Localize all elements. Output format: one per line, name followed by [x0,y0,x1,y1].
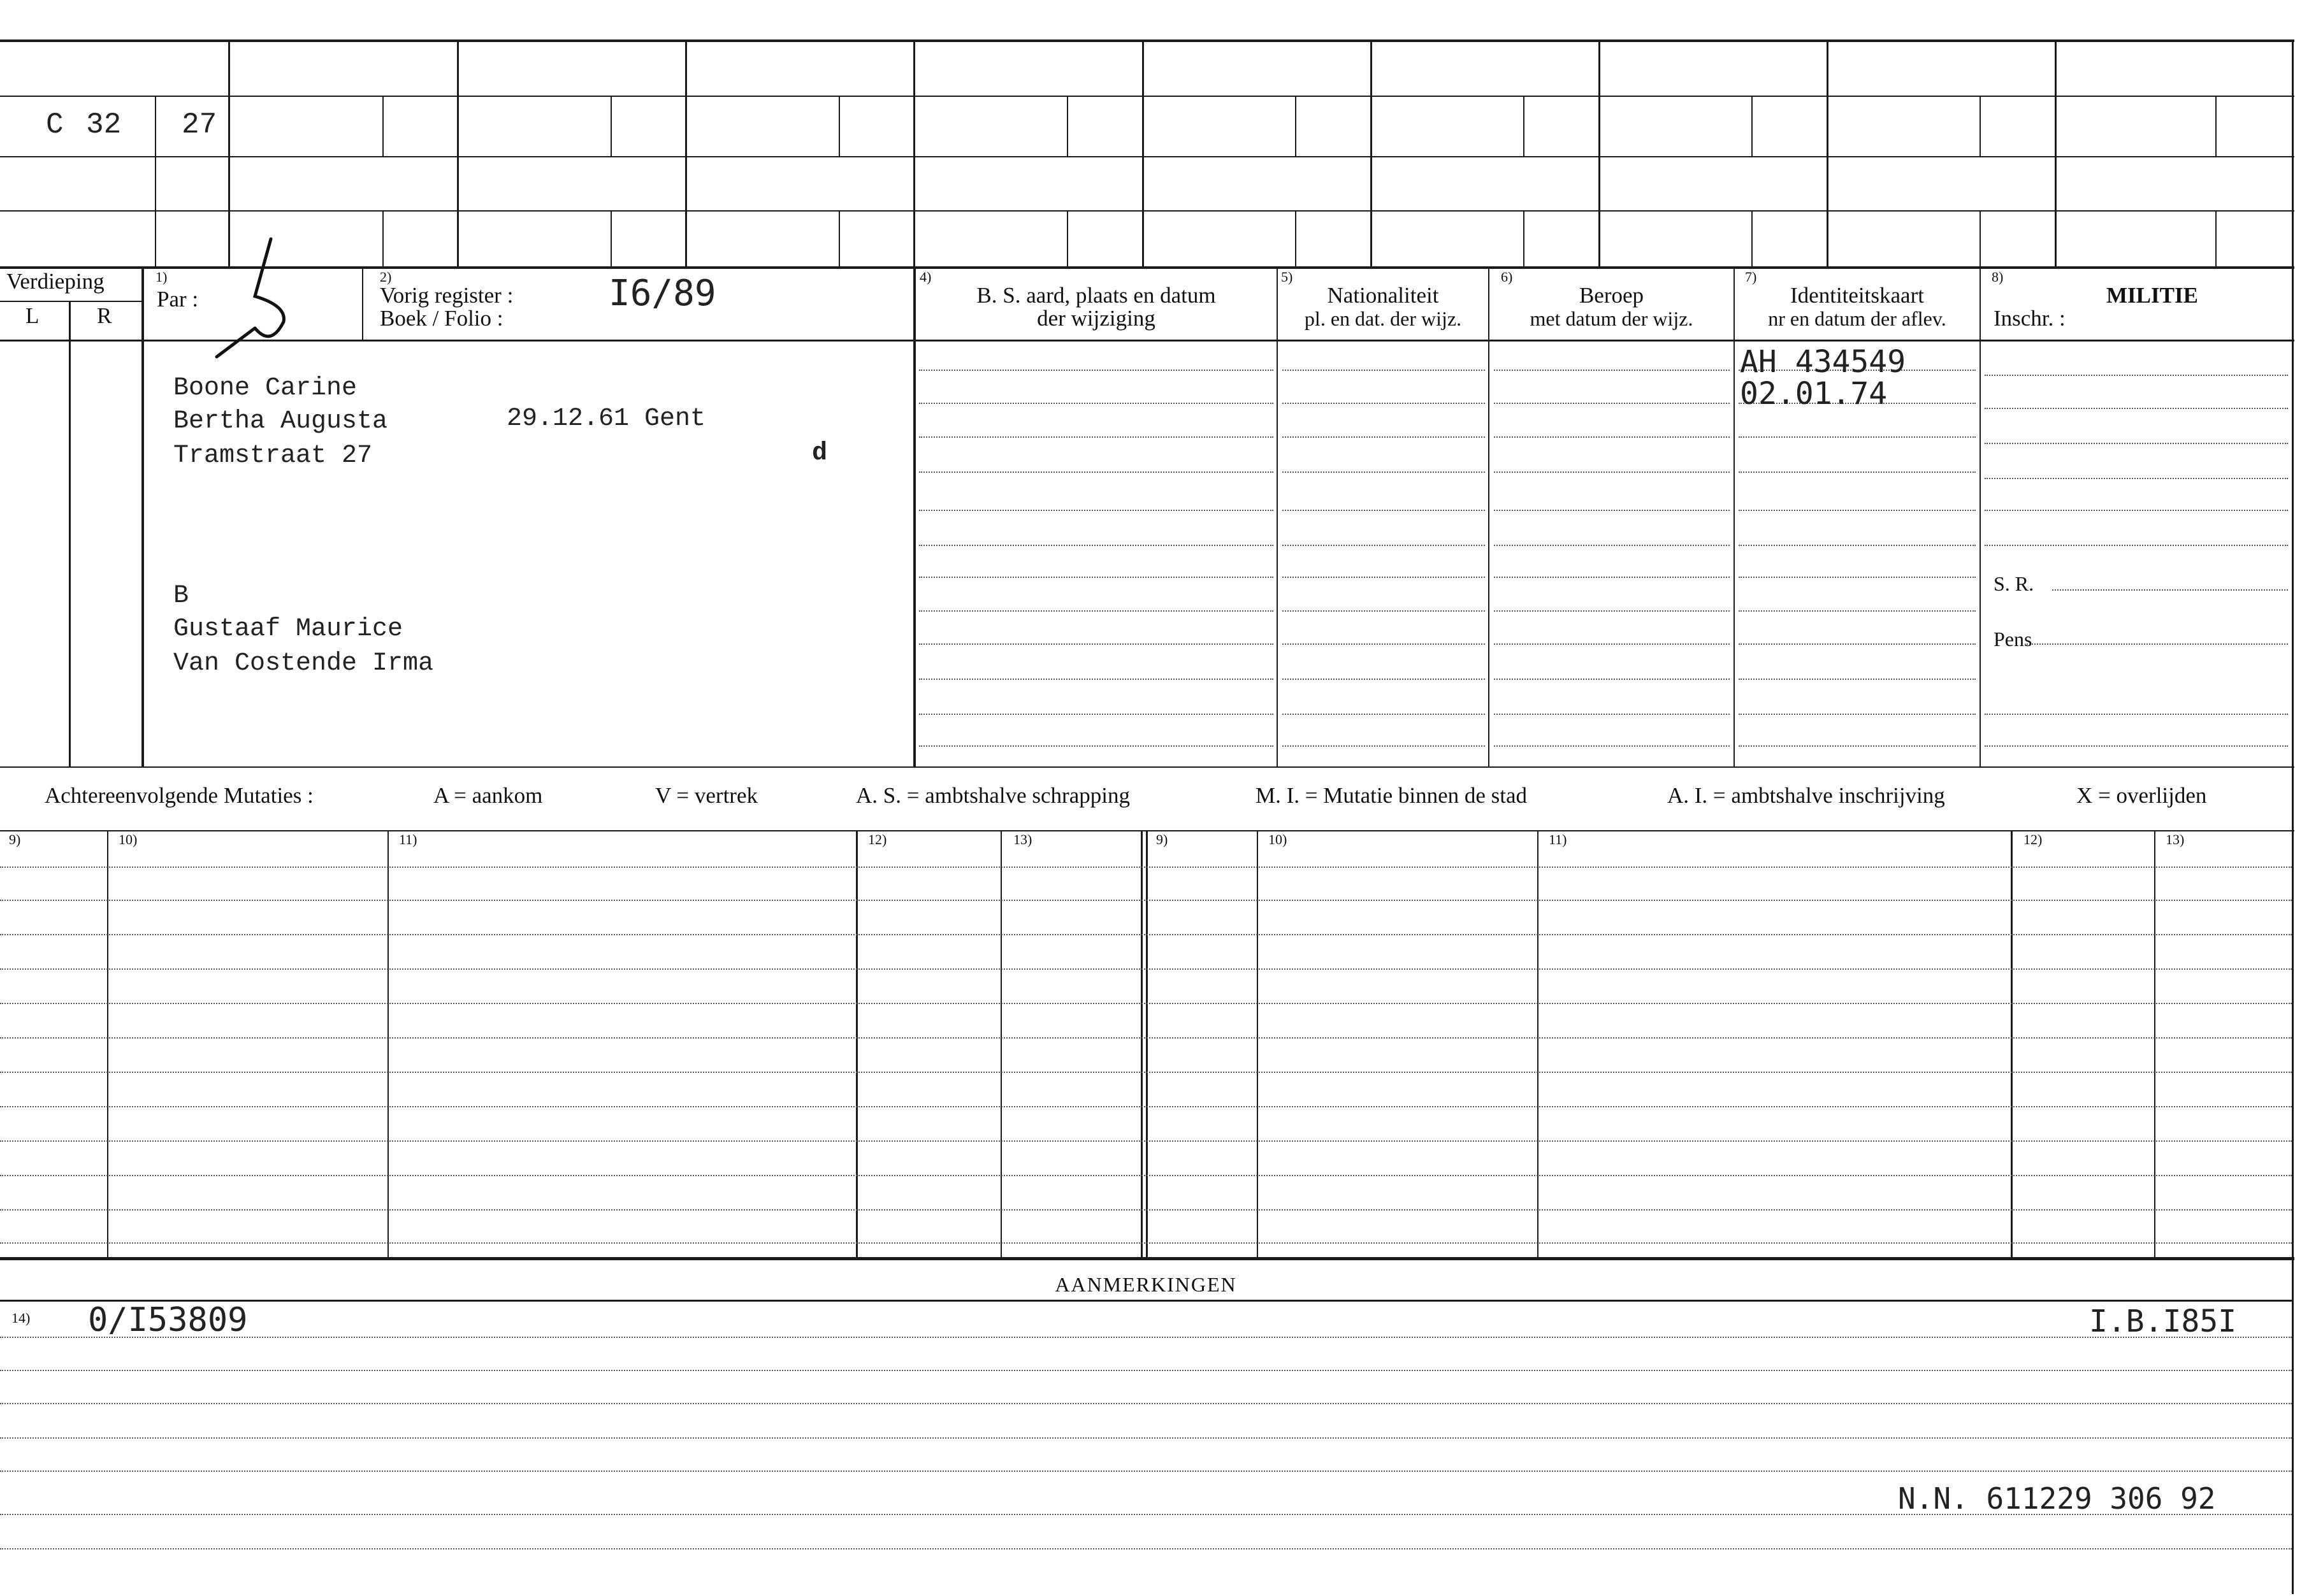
grid-line [2055,40,2057,268]
mutation-col-header: 12) [868,831,887,847]
militia-title: MILITIE [2106,283,2198,308]
top-border [0,40,2294,42]
col-number: 4) [920,269,932,285]
left-label: L [25,303,40,328]
pens-label: Pens [1994,628,2032,651]
column-divider [141,268,144,767]
bs-header-line2: der wijziging [1037,306,1155,331]
grid-line [457,40,459,268]
id-card-date: 02.01.74 [1740,376,1888,412]
column-divider [913,268,916,767]
grid-line [913,40,915,268]
father-name: Gustaaf Maurice [173,615,403,643]
col-number: 1) [156,269,168,285]
person-surname-firstname: Boone Carine [173,374,358,403]
id-card-header-line2: nr en datum der aflev. [1768,307,1946,330]
legend-overlijden: X = overlijden [2076,783,2207,808]
vorig-register-label: Vorig register : [380,283,514,308]
house-number: 27 [182,108,217,141]
mutation-col-header: 12) [2023,831,2043,847]
boek-folio-label: Boek / Folio : [380,306,503,331]
grid-line [0,156,2294,157]
col-number: 5) [1281,269,1293,285]
par-label: Par : [157,287,199,312]
legend-mutatie-stad: M. I. = Mutatie binnen de stad [1256,783,1528,808]
section-number: 32 [86,108,122,141]
grid-line [1370,40,1372,268]
legend-title: Achtereenvolgende Mutaties : [45,783,314,808]
grid-line [0,266,2294,269]
grid-line [1142,40,1144,268]
bs-header-line1: B. S. aard, plaats en datum [976,283,1216,308]
col-number: 2) [380,269,392,285]
mutation-col-header: 13) [2166,831,2185,847]
grid-line [0,96,2294,97]
mutation-col-header: 13) [1013,831,1032,847]
mutations-bottom-line [0,1257,2294,1260]
grid-line [1827,40,1828,268]
handwritten-mark-icon [210,233,306,360]
remarks-number: 14) [11,1310,31,1326]
sr-label: S. R. [1994,572,2034,595]
mutation-col-header: 11) [399,831,417,847]
mutation-col-header: 9) [9,831,21,847]
legend-ambtshalve-schrapping: A. S. = ambtshalve schrapping [856,783,1130,808]
remarks-title-line [0,1300,2292,1302]
birth-date-place: 29.12.61 Gent [507,405,706,433]
id-card-number: AH 434549 [1740,344,1906,380]
id-card-header-line1: Identiteitskaart [1790,283,1924,308]
mother-name: Van Costende Irma [173,649,434,678]
col-number: 6) [1501,269,1513,285]
national-number: N.N. 611229 306 92 [1898,1481,2216,1516]
grid-line [0,210,2294,212]
grid-line [1598,40,1600,268]
legend-vertrek: V = vertrek [655,783,758,808]
grid-line [155,96,156,266]
legend-aankomst: A = aankom [433,783,543,808]
address: Tramstraat 27 [173,442,373,470]
nationality-header-line1: Nationaliteit [1327,283,1439,308]
previous-register-value: I6/89 [609,273,716,314]
remarks-title: AANMERKINGEN [1055,1273,1237,1296]
remarks-left-value: 0/I53809 [88,1301,248,1339]
grid-line [2292,40,2294,1594]
sex-marker: d [812,439,828,468]
profession-header-line2: met datum der wijz. [1530,307,1693,330]
section-letter: C [46,108,64,141]
verdieping-label: Verdieping [6,269,105,294]
right-label: R [97,303,112,328]
inschr-label: Inschr. : [1994,306,2066,331]
legend-ambtshalve-inschrijving: A. I. = ambtshalve inschrijving [1667,783,1945,808]
nationality-header-line2: pl. en dat. der wijz. [1304,307,1462,330]
profession-header-line1: Beroep [1579,283,1644,308]
col-number: 8) [1992,269,2004,285]
remarks-right-value: I.B.I85I [2089,1304,2237,1339]
parent-marker: B [173,582,189,610]
grid-line [685,40,687,268]
legend-top-line [0,766,2294,768]
col-number: 7) [1745,269,1757,285]
header-bottom-line [0,340,2294,341]
mutation-col-header: 9) [1156,831,1168,847]
mutation-col-header: 10) [119,831,138,847]
mutation-col-header: 10) [1268,831,1287,847]
person-middle-names: Bertha Augusta [173,407,388,436]
mutation-col-header: 11) [1549,831,1567,847]
